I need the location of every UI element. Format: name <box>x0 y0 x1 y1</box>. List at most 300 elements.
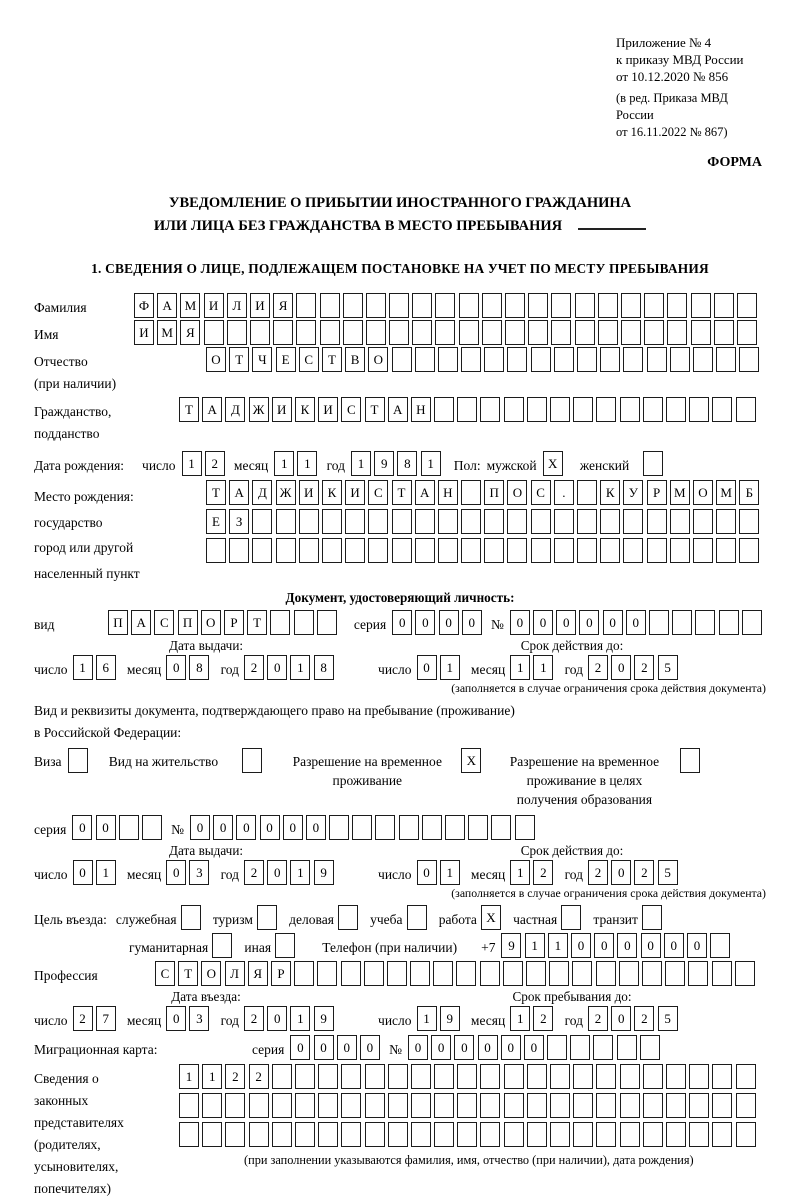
cell[interactable]: 5 <box>658 860 678 885</box>
cell[interactable] <box>412 320 432 345</box>
cell[interactable] <box>505 293 525 318</box>
resdoc-issue-day-cells[interactable] <box>73 860 119 885</box>
cell[interactable] <box>693 347 713 372</box>
cell[interactable] <box>620 1093 640 1118</box>
cell[interactable] <box>644 320 664 345</box>
cell[interactable] <box>341 1093 361 1118</box>
cell[interactable] <box>276 538 296 563</box>
cell[interactable] <box>573 1093 593 1118</box>
cell[interactable]: 0 <box>306 815 326 840</box>
cell[interactable] <box>596 397 616 422</box>
cell[interactable] <box>672 610 692 635</box>
cell[interactable] <box>368 538 388 563</box>
cell[interactable]: 5 <box>658 655 678 680</box>
cell[interactable] <box>343 320 363 345</box>
cell[interactable] <box>573 1064 593 1089</box>
cell[interactable] <box>318 1093 338 1118</box>
profession-cells[interactable] <box>155 961 758 986</box>
cell[interactable]: 0 <box>611 860 631 885</box>
checkbox-temp-permit[interactable] <box>461 748 484 773</box>
cell[interactable] <box>456 961 476 986</box>
cell[interactable]: 1 <box>290 655 310 680</box>
cell[interactable] <box>666 1122 686 1147</box>
cell[interactable] <box>294 961 314 986</box>
cell[interactable] <box>295 1064 315 1089</box>
cell[interactable] <box>549 961 569 986</box>
cell[interactable]: 0 <box>267 860 287 885</box>
cell[interactable]: Т <box>179 397 199 422</box>
cell[interactable]: Д <box>225 397 245 422</box>
cell[interactable] <box>596 961 616 986</box>
checkbox-business[interactable] <box>338 905 361 930</box>
cell[interactable] <box>484 509 504 534</box>
cell[interactable]: 1 <box>202 1064 222 1089</box>
cell[interactable] <box>617 1035 637 1060</box>
cell[interactable]: 0 <box>501 1035 521 1060</box>
cell[interactable] <box>515 815 535 840</box>
cell[interactable] <box>299 509 319 534</box>
cell[interactable]: 0 <box>290 1035 310 1060</box>
cell[interactable] <box>225 1122 245 1147</box>
cell[interactable]: Б <box>739 480 759 505</box>
cell[interactable] <box>620 1064 640 1089</box>
cell[interactable]: 0 <box>415 610 435 635</box>
cell[interactable] <box>438 538 458 563</box>
cell[interactable] <box>573 1122 593 1147</box>
cell[interactable] <box>527 1064 547 1089</box>
stay-year-cells[interactable] <box>588 1006 681 1031</box>
representatives-row3-cells[interactable] <box>179 1122 759 1147</box>
cell[interactable] <box>600 538 620 563</box>
cell[interactable]: . <box>554 480 574 505</box>
cell[interactable] <box>482 293 502 318</box>
patronymic-cells[interactable] <box>206 347 763 372</box>
cell[interactable] <box>270 610 290 635</box>
cell[interactable] <box>507 538 527 563</box>
cell[interactable]: Т <box>392 480 412 505</box>
cell[interactable] <box>691 293 711 318</box>
cell[interactable]: И <box>204 293 224 318</box>
cell[interactable]: 0 <box>267 655 287 680</box>
resdoc-expiry-month-cells[interactable] <box>510 860 556 885</box>
cell[interactable]: 1 <box>510 655 530 680</box>
cell[interactable]: Н <box>438 480 458 505</box>
cell[interactable] <box>693 509 713 534</box>
cell[interactable]: Л <box>227 293 247 318</box>
cell[interactable] <box>507 509 527 534</box>
cell[interactable] <box>527 1122 547 1147</box>
doc-series-cells[interactable] <box>392 610 485 635</box>
cell[interactable] <box>667 320 687 345</box>
cell[interactable] <box>317 610 337 635</box>
cell[interactable] <box>572 961 592 986</box>
cell[interactable] <box>252 538 272 563</box>
cell[interactable] <box>667 293 687 318</box>
cell[interactable]: 0 <box>571 933 591 958</box>
cell[interactable] <box>531 509 551 534</box>
cell[interactable] <box>620 397 640 422</box>
cell[interactable] <box>527 397 547 422</box>
cell[interactable]: 0 <box>664 933 684 958</box>
cell[interactable] <box>680 748 700 773</box>
cell[interactable] <box>716 347 736 372</box>
cell[interactable] <box>204 320 224 345</box>
cell[interactable]: 0 <box>439 610 459 635</box>
cell[interactable] <box>459 293 479 318</box>
cell[interactable] <box>341 961 361 986</box>
cell[interactable]: X <box>461 748 481 773</box>
cell[interactable]: Е <box>206 509 226 534</box>
cell[interactable] <box>179 1122 199 1147</box>
cell[interactable] <box>600 347 620 372</box>
cell[interactable] <box>296 320 316 345</box>
checkbox-male[interactable] <box>543 451 566 476</box>
cell[interactable] <box>457 397 477 422</box>
cell[interactable]: 0 <box>72 815 92 840</box>
cell[interactable]: П <box>484 480 504 505</box>
cell[interactable]: 0 <box>603 610 623 635</box>
cell[interactable] <box>551 293 571 318</box>
cell[interactable] <box>295 1093 315 1118</box>
cell[interactable]: 9 <box>314 1006 334 1031</box>
cell[interactable] <box>411 1093 431 1118</box>
checkbox-other[interactable] <box>275 933 298 958</box>
cell[interactable]: 0 <box>213 815 233 840</box>
cell[interactable]: К <box>322 480 342 505</box>
cell[interactable] <box>695 610 715 635</box>
cell[interactable]: Н <box>411 397 431 422</box>
cell[interactable] <box>142 815 162 840</box>
cell[interactable] <box>480 1122 500 1147</box>
entry-month-cells[interactable] <box>166 1006 212 1031</box>
cell[interactable]: 0 <box>408 1035 428 1060</box>
cell[interactable]: 2 <box>225 1064 245 1089</box>
cell[interactable] <box>550 397 570 422</box>
cell[interactable] <box>712 1093 732 1118</box>
cell[interactable]: 0 <box>283 815 303 840</box>
cell[interactable]: А <box>202 397 222 422</box>
cell[interactable] <box>275 933 295 958</box>
cell[interactable] <box>735 961 755 986</box>
cell[interactable] <box>739 347 759 372</box>
cell[interactable]: 1 <box>548 933 568 958</box>
cell[interactable]: И <box>345 480 365 505</box>
cell[interactable]: С <box>299 347 319 372</box>
cell[interactable] <box>435 293 455 318</box>
cell[interactable]: С <box>341 397 361 422</box>
cell[interactable]: 1 <box>421 451 441 476</box>
cell[interactable]: Ч <box>252 347 272 372</box>
cell[interactable]: 0 <box>190 815 210 840</box>
cell[interactable] <box>257 905 277 930</box>
cell[interactable]: 2 <box>634 655 654 680</box>
cell[interactable]: 2 <box>634 1006 654 1031</box>
cell[interactable] <box>68 748 88 773</box>
cell[interactable]: 1 <box>274 451 294 476</box>
checkbox-humanitarian[interactable] <box>212 933 235 958</box>
cell[interactable] <box>503 961 523 986</box>
cell[interactable] <box>689 397 709 422</box>
cell[interactable] <box>719 610 739 635</box>
cell[interactable]: И <box>250 293 270 318</box>
cell[interactable] <box>670 347 690 372</box>
cell[interactable]: 0 <box>626 610 646 635</box>
birthplace-row3-cells[interactable] <box>206 538 763 563</box>
cell[interactable]: X <box>543 451 563 476</box>
resdoc-issue-month-cells[interactable] <box>166 860 212 885</box>
cell[interactable] <box>689 1064 709 1089</box>
cell[interactable]: С <box>154 610 174 635</box>
cell[interactable] <box>388 1122 408 1147</box>
cell[interactable]: 1 <box>179 1064 199 1089</box>
cell[interactable] <box>551 320 571 345</box>
doc-number-cells[interactable] <box>510 610 765 635</box>
cell[interactable] <box>212 933 232 958</box>
cell[interactable] <box>338 905 358 930</box>
migcard-number-cells[interactable] <box>408 1035 663 1060</box>
cell[interactable]: 2 <box>533 1006 553 1031</box>
stay-month-cells[interactable] <box>510 1006 556 1031</box>
cell[interactable]: А <box>388 397 408 422</box>
cell[interactable]: С <box>531 480 551 505</box>
cell[interactable]: В <box>345 347 365 372</box>
cell[interactable] <box>388 1064 408 1089</box>
cell[interactable] <box>242 748 262 773</box>
cell[interactable]: 0 <box>454 1035 474 1060</box>
cell[interactable] <box>575 293 595 318</box>
cell[interactable] <box>531 538 551 563</box>
representatives-row1-cells[interactable] <box>179 1064 759 1089</box>
checkbox-edu-permit[interactable] <box>680 748 703 773</box>
cell[interactable]: О <box>693 480 713 505</box>
cell[interactable]: 8 <box>314 655 334 680</box>
expiry-month-cells[interactable] <box>510 655 556 680</box>
cell[interactable]: 0 <box>431 1035 451 1060</box>
cell[interactable]: 0 <box>360 1035 380 1060</box>
cell[interactable] <box>670 509 690 534</box>
cell[interactable] <box>526 961 546 986</box>
cell[interactable] <box>365 1064 385 1089</box>
entry-year-cells[interactable] <box>244 1006 337 1031</box>
cell[interactable] <box>445 815 465 840</box>
cell[interactable] <box>299 538 319 563</box>
cell[interactable] <box>434 1122 454 1147</box>
cell[interactable]: 0 <box>462 610 482 635</box>
cell[interactable] <box>295 1122 315 1147</box>
cell[interactable]: 0 <box>687 933 707 958</box>
cell[interactable] <box>504 1122 524 1147</box>
cell[interactable] <box>554 347 574 372</box>
cell[interactable] <box>318 1122 338 1147</box>
cell[interactable]: А <box>415 480 435 505</box>
cell[interactable]: Л <box>225 961 245 986</box>
cell[interactable] <box>415 538 435 563</box>
cell[interactable] <box>647 538 667 563</box>
cell[interactable]: 0 <box>166 655 186 680</box>
cell[interactable] <box>365 1093 385 1118</box>
cell[interactable]: 3 <box>189 1006 209 1031</box>
cell[interactable]: 0 <box>236 815 256 840</box>
cell[interactable]: 7 <box>96 1006 116 1031</box>
cell[interactable] <box>345 538 365 563</box>
cell[interactable]: 1 <box>525 933 545 958</box>
cell[interactable] <box>252 509 272 534</box>
cell[interactable]: Р <box>224 610 244 635</box>
cell[interactable]: О <box>368 347 388 372</box>
cell[interactable] <box>482 320 502 345</box>
cell[interactable] <box>600 509 620 534</box>
cell[interactable]: Р <box>647 480 667 505</box>
cell[interactable] <box>712 1122 732 1147</box>
cell[interactable] <box>670 538 690 563</box>
cell[interactable] <box>341 1064 361 1089</box>
cell[interactable] <box>531 347 551 372</box>
cell[interactable] <box>480 1093 500 1118</box>
cell[interactable] <box>322 538 342 563</box>
cell[interactable]: 2 <box>244 655 264 680</box>
cell[interactable] <box>438 347 458 372</box>
checkbox-visa[interactable] <box>68 748 91 773</box>
cell[interactable] <box>621 293 641 318</box>
cell[interactable] <box>411 1122 431 1147</box>
cell[interactable] <box>181 905 201 930</box>
cell[interactable]: 1 <box>290 860 310 885</box>
cell[interactable] <box>550 1064 570 1089</box>
cell[interactable] <box>691 320 711 345</box>
cell[interactable] <box>229 538 249 563</box>
issue-year-cells[interactable] <box>244 655 337 680</box>
cell[interactable] <box>643 451 663 476</box>
cell[interactable]: П <box>108 610 128 635</box>
cell[interactable]: 0 <box>579 610 599 635</box>
cell[interactable]: X <box>481 905 501 930</box>
checkbox-female[interactable] <box>643 451 666 476</box>
cell[interactable] <box>399 815 419 840</box>
cell[interactable]: Т <box>322 347 342 372</box>
cell[interactable] <box>433 961 453 986</box>
cell[interactable]: 0 <box>314 1035 334 1060</box>
cell[interactable]: Е <box>276 347 296 372</box>
cell[interactable] <box>484 538 504 563</box>
cell[interactable] <box>434 1064 454 1089</box>
checkbox-official[interactable] <box>181 905 204 930</box>
cell[interactable] <box>623 538 643 563</box>
cell[interactable] <box>736 1093 756 1118</box>
cell[interactable]: 9 <box>440 1006 460 1031</box>
cell[interactable]: 2 <box>205 451 225 476</box>
cell[interactable] <box>547 1035 567 1060</box>
cell[interactable] <box>249 1093 269 1118</box>
cell[interactable]: 2 <box>244 1006 264 1031</box>
cell[interactable] <box>505 320 525 345</box>
cell[interactable] <box>457 1064 477 1089</box>
cell[interactable]: 8 <box>397 451 417 476</box>
cell[interactable]: 0 <box>510 610 530 635</box>
cell[interactable] <box>527 1093 547 1118</box>
cell[interactable] <box>643 1093 663 1118</box>
cell[interactable]: 2 <box>634 860 654 885</box>
cell[interactable]: С <box>368 480 388 505</box>
cell[interactable]: 0 <box>267 1006 287 1031</box>
cell[interactable]: Я <box>180 320 200 345</box>
cell[interactable]: Я <box>273 293 293 318</box>
cell[interactable] <box>491 815 511 840</box>
cell[interactable] <box>575 320 595 345</box>
cell[interactable] <box>249 1122 269 1147</box>
cell[interactable] <box>554 509 574 534</box>
cell[interactable] <box>507 347 527 372</box>
cell[interactable] <box>737 293 757 318</box>
cell[interactable] <box>206 538 226 563</box>
cell[interactable] <box>468 815 488 840</box>
migcard-series-cells[interactable] <box>290 1035 383 1060</box>
cell[interactable] <box>621 320 641 345</box>
cell[interactable]: 1 <box>297 451 317 476</box>
cell[interactable] <box>737 320 757 345</box>
cell[interactable] <box>415 347 435 372</box>
cell[interactable]: М <box>670 480 690 505</box>
phone-cells[interactable] <box>501 933 733 958</box>
cell[interactable]: 1 <box>417 1006 437 1031</box>
cell[interactable] <box>714 293 734 318</box>
cell[interactable] <box>736 397 756 422</box>
cell[interactable]: М <box>716 480 736 505</box>
cell[interactable] <box>577 347 597 372</box>
cell[interactable] <box>528 293 548 318</box>
cell[interactable]: И <box>299 480 319 505</box>
cell[interactable] <box>666 1093 686 1118</box>
cell[interactable] <box>665 961 685 986</box>
birth-month-cells[interactable] <box>274 451 320 476</box>
cell[interactable] <box>712 961 732 986</box>
cell[interactable]: З <box>229 509 249 534</box>
cell[interactable]: Т <box>229 347 249 372</box>
cell[interactable]: 2 <box>244 860 264 885</box>
cell[interactable] <box>422 815 442 840</box>
cell[interactable] <box>318 1064 338 1089</box>
resdoc-number-cells[interactable] <box>190 815 538 840</box>
cell[interactable]: Т <box>206 480 226 505</box>
cell[interactable] <box>642 905 662 930</box>
cell[interactable] <box>388 1093 408 1118</box>
cell[interactable] <box>352 815 372 840</box>
cell[interactable] <box>438 509 458 534</box>
cell[interactable] <box>480 1064 500 1089</box>
checkbox-residence-permit[interactable] <box>242 748 265 773</box>
cell[interactable] <box>693 538 713 563</box>
checkbox-transit[interactable] <box>642 905 665 930</box>
cell[interactable] <box>366 320 386 345</box>
entry-day-cells[interactable] <box>73 1006 119 1031</box>
cell[interactable]: 1 <box>351 451 371 476</box>
cell[interactable] <box>561 905 581 930</box>
cell[interactable]: 1 <box>440 860 460 885</box>
cell[interactable]: 0 <box>73 860 93 885</box>
cell[interactable]: 0 <box>617 933 637 958</box>
birth-year-cells[interactable] <box>351 451 444 476</box>
cell[interactable]: И <box>272 397 292 422</box>
citizenship-cells[interactable] <box>179 397 759 422</box>
cell[interactable] <box>341 1122 361 1147</box>
cell[interactable]: М <box>180 293 200 318</box>
cell[interactable]: 0 <box>392 610 412 635</box>
cell[interactable] <box>623 509 643 534</box>
surname-cells[interactable] <box>134 293 760 318</box>
cell[interactable]: 2 <box>588 860 608 885</box>
cell[interactable]: 9 <box>501 933 521 958</box>
cell[interactable] <box>666 1064 686 1089</box>
cell[interactable] <box>320 293 340 318</box>
